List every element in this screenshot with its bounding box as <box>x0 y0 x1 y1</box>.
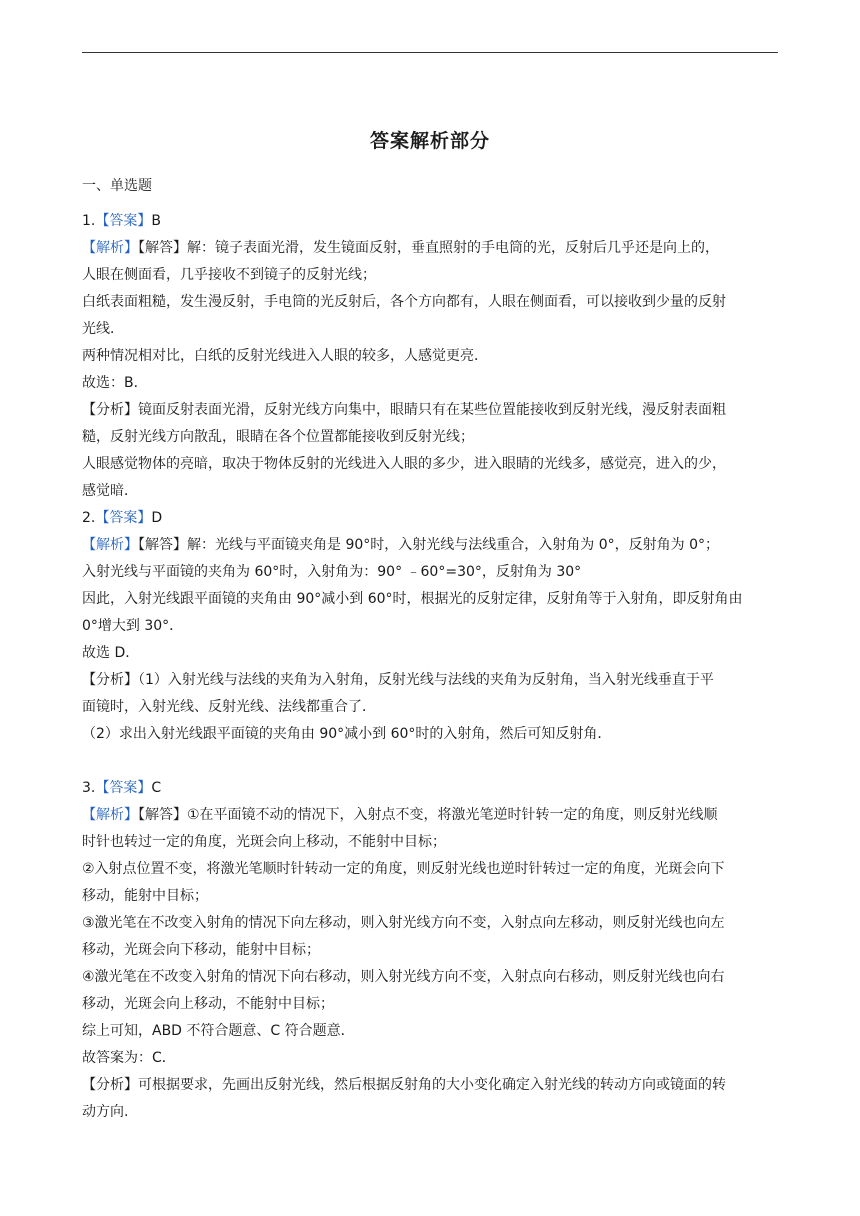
q3-analysis-tag: 【解析】 <box>82 807 138 823</box>
question-3 <box>82 775 782 1126</box>
q1-text-line: 感觉暗． <box>82 483 138 499</box>
q1-text-line: 【分析】镜面反射表面光滑，反射光线方向集中，眼睛只有在某些位置能接收到反射光线，漫反射表面粗 <box>82 402 726 418</box>
q2-text-line: 故选 D． <box>82 645 140 661</box>
q3-text-line: 故答案为：C． <box>82 1050 176 1066</box>
q3-answer-tag: 【答案】 <box>95 780 152 796</box>
q1-text-line: 糙，反射光线方向散乱，眼睛在各个位置都能接收到反射光线； <box>82 429 474 445</box>
q3-text-line: ③激光笔在不改变入射角的情况下向左移动，则入射光线方向不变，入射点向左移动，则反射光线也向左 <box>82 915 725 931</box>
q2-answer-tag: 【答案】 <box>95 510 152 526</box>
question-1 <box>82 208 782 505</box>
q3-text-line: 移动，光斑会向下移动，能射中目标； <box>82 942 320 958</box>
q3-answer-line <box>82 775 782 802</box>
q2-text-line: 面镜时，入射光线、反射光线、法线都重合了． <box>82 699 376 715</box>
q3-solution-line <box>82 802 782 829</box>
q2-analysis-text: （1）入射光线与法线的夹角为入射角，反射光线与法线的夹角为反射角，当入射光线垂直于平 <box>138 672 714 688</box>
q1-text-line: 光线． <box>82 321 124 337</box>
q3-text-line: ④激光笔在不改变入射角的情况下向右移动，则入射光线方向不变，入射点向右移动，则反射光线也向右 <box>82 969 725 985</box>
q2-solve-prefix: 【解答】解：光线与平面镜夹角是 90°时，入射光线与法线重合，入射角为 0°，反射角为 0°； <box>138 537 719 553</box>
q1-number: 1. <box>82 213 96 229</box>
q3-text-line: ②入射点位置不变，将激光笔顺时针转动一定的角度，则反射光线也逆时针转过一定的角度，光斑会向下 <box>82 861 725 877</box>
question-2 <box>82 505 782 748</box>
header-rule <box>82 52 778 53</box>
q3-text-line: 移动，能射中目标； <box>82 888 208 904</box>
q1-answer-tag: 【答案】 <box>95 213 152 229</box>
q3-text-line: 【分析】可根据要求，先画出反射光线，然后根据反射角的大小变化确定入射光线的转动方向或镜面的转 <box>82 1077 726 1093</box>
q2-answer: D <box>151 510 163 526</box>
q2-answer-line <box>82 505 782 532</box>
q3-text-line: 综上可知，ABD 不符合题意、C 符合题意． <box>82 1023 355 1039</box>
q3-text-line: 时针也转过一定的角度，光斑会向上移动，不能射中目标； <box>82 834 446 850</box>
q1-solve-prefix: 【解答】解：镜子表面光滑，发生镜面反射，垂直照射的手电筒的光，反射后几乎还是向上的， <box>138 240 719 256</box>
q1-answer: B <box>151 213 161 229</box>
q2-number: 2. <box>82 510 96 526</box>
q1-text-line: 人眼在侧面看，几乎接收不到镜子的反射光线； <box>82 267 376 283</box>
q2-text-line: （2）求出入射光线跟平面镜的夹角由 90°减小到 60°时的入射角，然后可知反射角． <box>82 726 612 742</box>
q1-text-line: 人眼感觉物体的亮暗，取决于物体反射的光线进入人眼的多少，进入眼睛的光线多，感觉亮，进入的少， <box>82 456 726 472</box>
q3-answer: C <box>151 780 162 796</box>
q3-number: 3. <box>82 780 96 796</box>
q1-answer-line <box>82 208 782 235</box>
q3-text-line: 移动，光斑会向上移动，不能射中目标； <box>82 996 334 1012</box>
page-title: 答案解析部分 <box>369 130 490 152</box>
q2-text-line: 0°增大到 30°． <box>82 618 184 634</box>
q1-text-line: 故选：B． <box>82 375 148 391</box>
section-heading: 一、单选题 <box>82 178 152 194</box>
q1-solution-line <box>82 235 782 262</box>
q1-text-line: 两种情况相对比，白纸的反射光线进入人眼的较多，人感觉更亮． <box>82 348 488 364</box>
q3-solve-prefix: 【解答】①在平面镜不动的情况下，入射点不变，将激光笔逆时针转一定的角度，则反射光线顺 <box>138 807 718 823</box>
q2-text-line: 入射光线与平面镜的夹角为 60°时，入射角为：90° ﹣60°=30°，反射角为 30° <box>82 564 582 580</box>
q2-solution-line <box>82 532 782 559</box>
q2-analysis-line <box>82 667 782 694</box>
q2-analysis-tag: 【解析】 <box>82 537 138 553</box>
q2-text-line: 因此，入射光线跟平面镜的夹角由 90°减小到 60°时，根据光的反射定律，反射角等于入射角，即反射角由 <box>82 591 743 607</box>
q1-analysis-tag: 【解析】 <box>82 240 138 256</box>
q1-text-line: 白纸表面粗糙，发生漫反射，手电筒的光反射后，各个方向都有，人眼在侧面看，可以接收到少量的反射 <box>82 294 726 310</box>
q2-analysis-tag2: 【分析】 <box>82 672 138 688</box>
q3-text-line: 动方向. <box>82 1104 129 1120</box>
